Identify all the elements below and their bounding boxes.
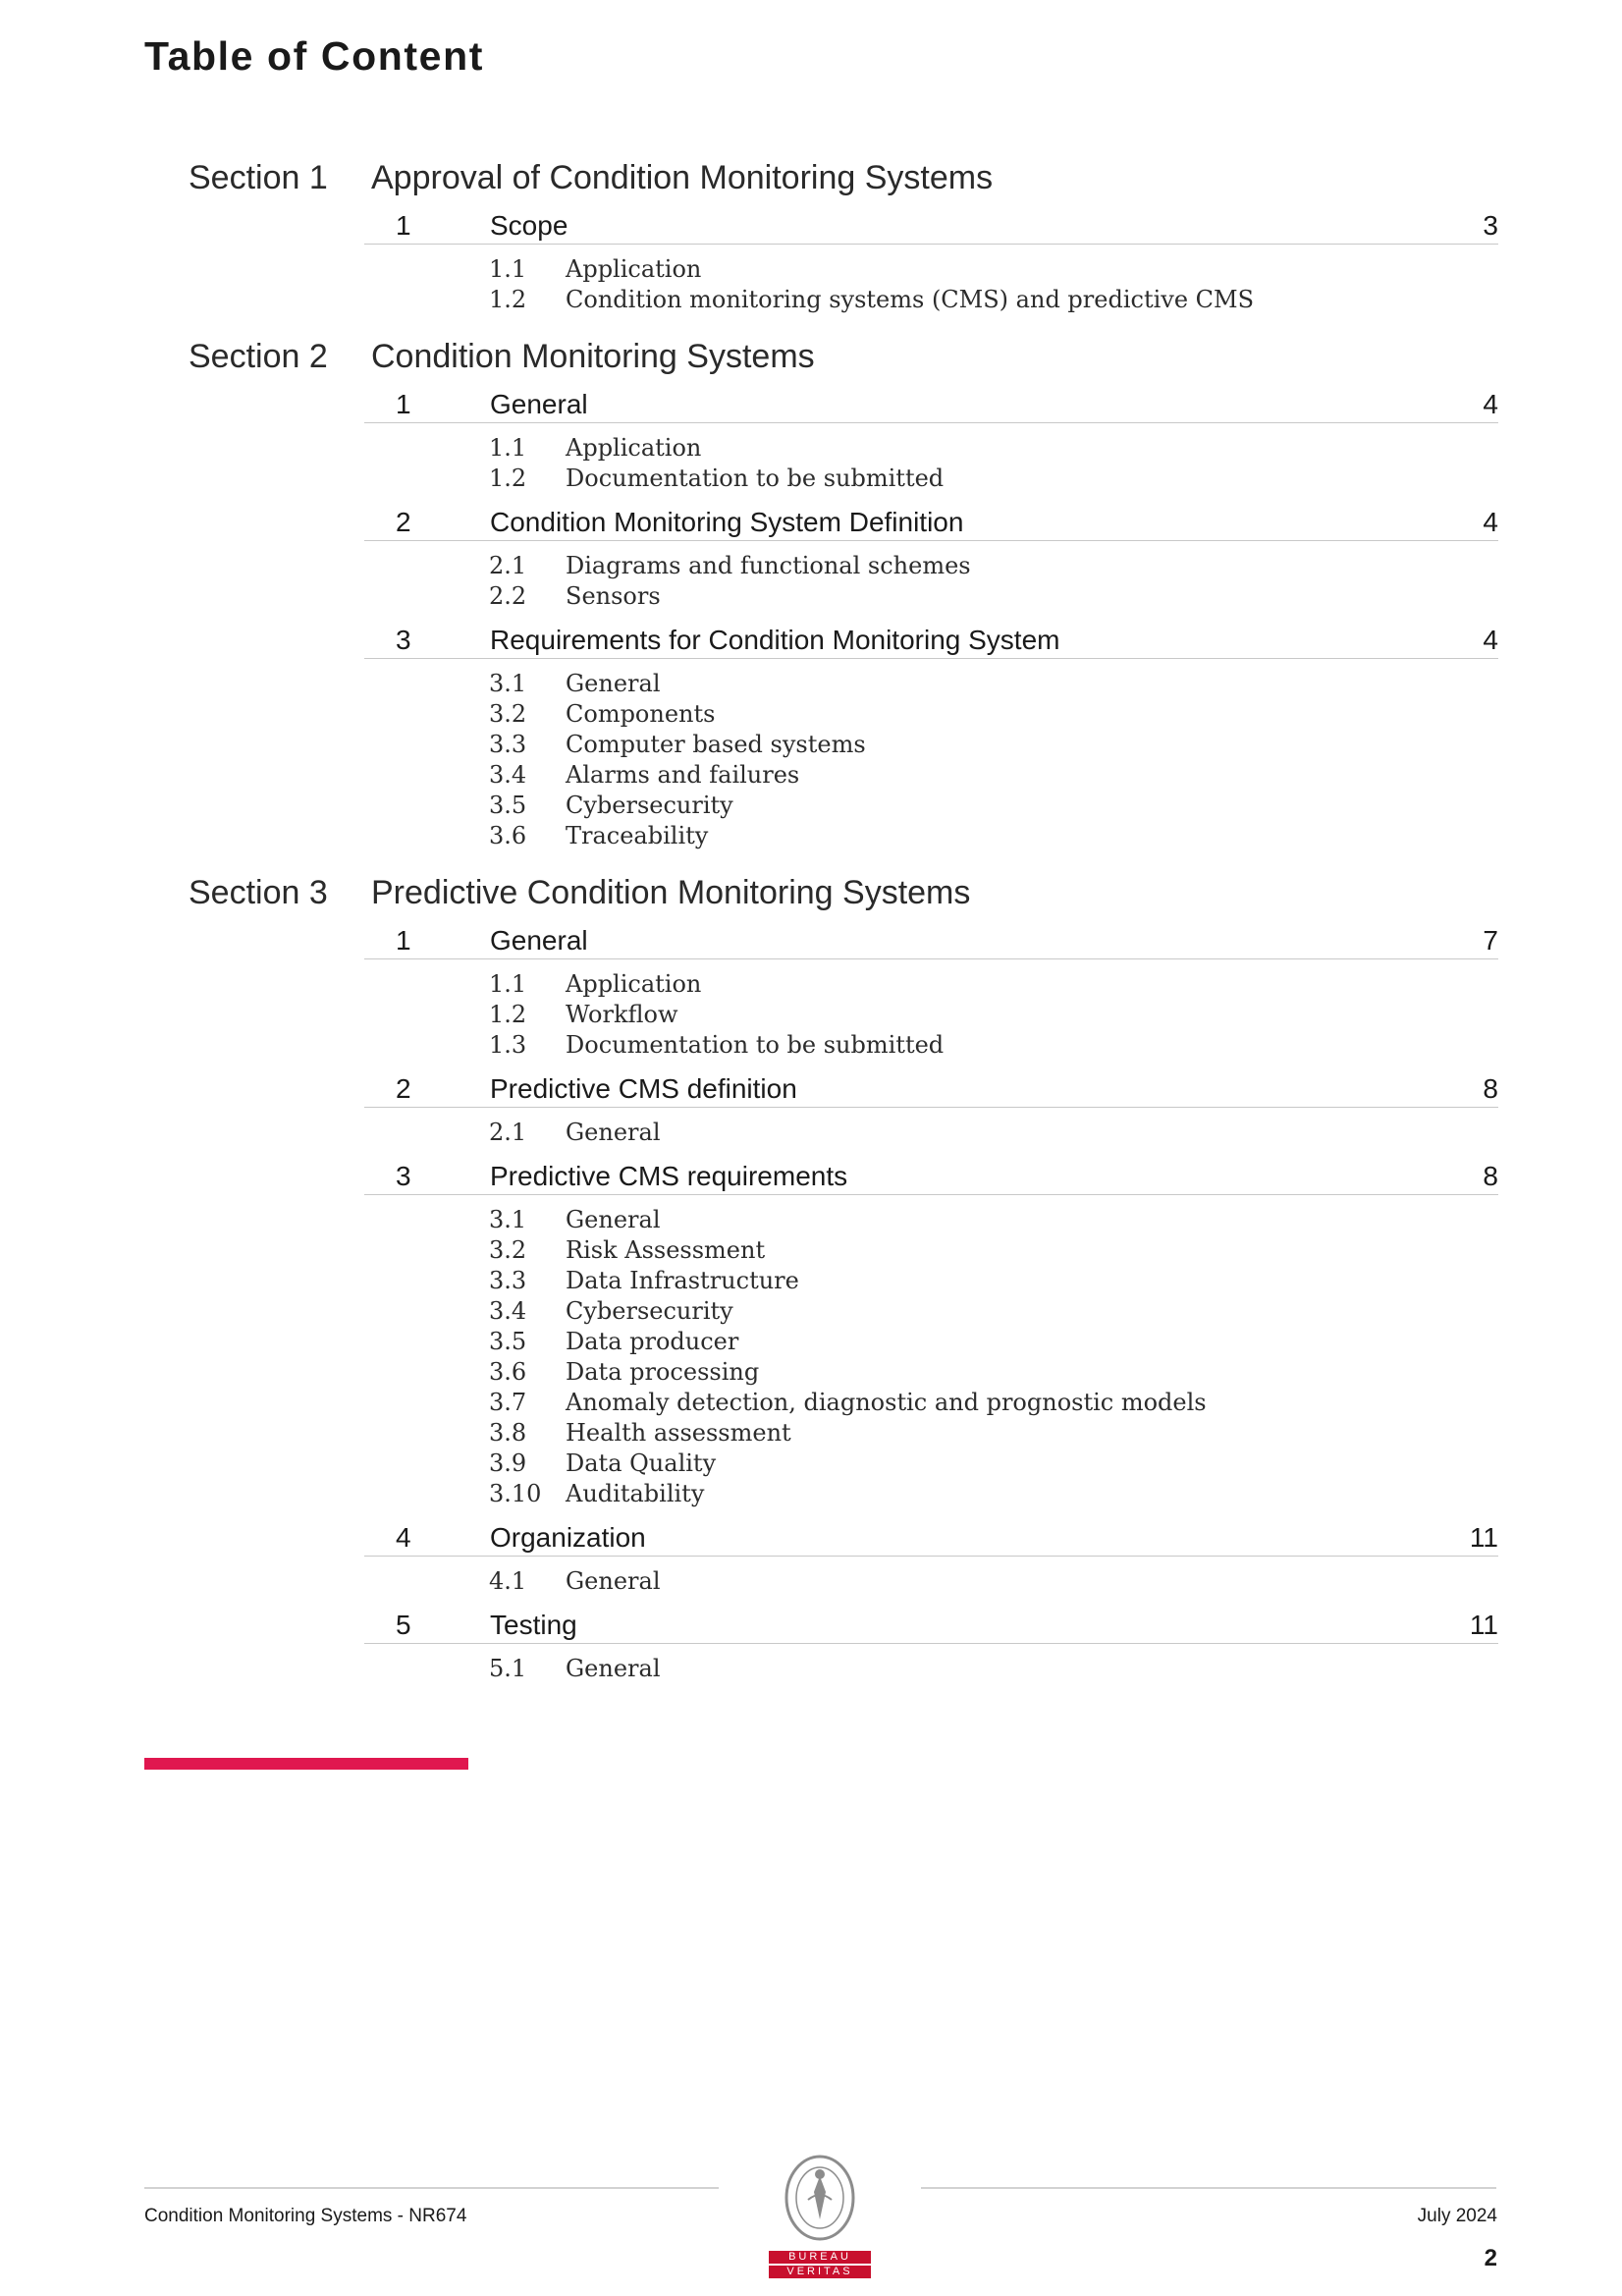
subsection-title: Data Infrastructure [566, 1267, 799, 1294]
chapter-title: Testing [490, 1610, 577, 1640]
subsection-number: 5.1 [489, 1655, 527, 1682]
chapter-row [364, 1161, 1498, 1195]
chapter-page-number: 11 [1469, 1610, 1498, 1640]
subsection-number: 1.2 [489, 286, 527, 313]
chapter-number: 5 [396, 1610, 411, 1640]
subsection-number: 1.2 [489, 1001, 527, 1028]
chapter-row [364, 1522, 1498, 1557]
section-title: Approval of Condition Monitoring Systems [371, 159, 994, 196]
subsection-number: 3.5 [489, 1328, 527, 1355]
subsection-title: Application [566, 970, 702, 998]
chapter-row [364, 625, 1498, 659]
footer-page-number: 2 [1484, 2245, 1497, 2271]
section-label: Section 1 [189, 159, 328, 196]
subsection-number: 3.5 [489, 792, 527, 819]
chapter-page-number: 8 [1483, 1073, 1498, 1104]
chapter-page-number: 11 [1469, 1522, 1498, 1553]
subsection-title: Documentation to be submitted [566, 465, 945, 492]
chapter-row [364, 925, 1498, 959]
subsection-number: 2.1 [489, 1119, 527, 1146]
subsection-number: 3.1 [489, 670, 527, 697]
subsection-number: 3.4 [489, 761, 527, 789]
subsection-number: 3.8 [489, 1419, 527, 1447]
chapter-row [364, 1073, 1498, 1108]
chapter-row [364, 389, 1498, 423]
footer-divider-left [144, 2187, 719, 2189]
chapter-number: 3 [396, 1161, 411, 1191]
subsection-number: 3.9 [489, 1449, 527, 1477]
subsection-title: Data producer [566, 1328, 739, 1355]
section-title: Predictive Condition Monitoring Systems [371, 874, 971, 911]
subsection-title: Components [566, 700, 716, 728]
logo-emblem-icon [769, 2155, 871, 2247]
subsection-number: 3.4 [489, 1297, 527, 1325]
subsection-title: General [566, 1567, 661, 1595]
subsection-number: 3.2 [489, 700, 527, 728]
subsection-number: 3.6 [489, 1358, 527, 1386]
subsection-title: General [566, 1206, 661, 1233]
subsection-number: 3.1 [489, 1206, 527, 1233]
subsection-number: 2.2 [489, 582, 527, 610]
subsection-title: Alarms and failures [566, 761, 800, 789]
subsection-title: Risk Assessment [566, 1236, 766, 1264]
chapter-number: 1 [396, 925, 411, 956]
chapter-page-number: 7 [1483, 925, 1498, 956]
subsection-title: Workflow [566, 1001, 678, 1028]
section-heading [0, 159, 1622, 198]
chapter-row [364, 1610, 1498, 1644]
chapter-title: General [490, 389, 588, 419]
chapter-title: Predictive CMS requirements [490, 1161, 848, 1191]
chapter-title: Scope [490, 210, 568, 241]
subsection-title: Computer based systems [566, 731, 866, 758]
subsection-title: Application [566, 255, 702, 283]
logo-text-top: BUREAU [769, 2251, 871, 2264]
bureau-veritas-logo [769, 2155, 871, 2280]
section-heading [0, 338, 1622, 377]
subsection-title: Documentation to be submitted [566, 1031, 945, 1059]
subsection-title: Sensors [566, 582, 661, 610]
subsection-number: 4.1 [489, 1567, 527, 1595]
page-title: Table of Content [144, 33, 484, 79]
subsection-number: 3.10 [489, 1480, 542, 1507]
subsection-number: 2.1 [489, 552, 527, 579]
subsection-number: 1.3 [489, 1031, 527, 1059]
chapter-number: 1 [396, 389, 411, 419]
subsection-number: 3.3 [489, 731, 527, 758]
subsection-title: General [566, 670, 661, 697]
subsection-title: Traceability [566, 822, 709, 849]
subsection-number: 3.2 [489, 1236, 527, 1264]
subsection-number: 3.7 [489, 1389, 527, 1416]
section-label: Section 2 [189, 338, 328, 375]
subsection-title: Application [566, 434, 702, 462]
section-label: Section 3 [189, 874, 328, 911]
logo-text-bottom: VERITAS [769, 2266, 871, 2278]
subsection-number: 1.2 [489, 465, 527, 492]
subsection-number: 3.6 [489, 822, 527, 849]
chapter-row [364, 507, 1498, 541]
subsection-title: General [566, 1655, 661, 1682]
subsection-title: Condition monitoring systems (CMS) and predictive CMS [566, 286, 1255, 313]
chapter-number: 3 [396, 625, 411, 655]
chapter-number: 4 [396, 1522, 411, 1553]
section-heading [0, 874, 1622, 913]
subsection-title: Anomaly detection, diagnostic and prognostic models [566, 1389, 1207, 1416]
chapter-page-number: 3 [1483, 210, 1498, 241]
chapter-page-number: 8 [1483, 1161, 1498, 1191]
accent-bar [144, 1758, 468, 1770]
chapter-title: Predictive CMS definition [490, 1073, 797, 1104]
footer-divider-right [921, 2187, 1496, 2189]
section-title: Condition Monitoring Systems [371, 338, 815, 375]
subsection-number: 3.3 [489, 1267, 527, 1294]
subsection-title: Cybersecurity [566, 1297, 733, 1325]
chapter-title: General [490, 925, 588, 956]
footer-date: July 2024 [1417, 2206, 1497, 2226]
chapter-number: 2 [396, 507, 411, 537]
chapter-number: 2 [396, 1073, 411, 1104]
subsection-number: 1.1 [489, 255, 527, 283]
subsection-title: Auditability [566, 1480, 705, 1507]
chapter-page-number: 4 [1483, 625, 1498, 655]
subsection-title: Data processing [566, 1358, 760, 1386]
footer-document-title: Condition Monitoring Systems - NR674 [144, 2206, 467, 2226]
chapter-row [364, 210, 1498, 245]
chapter-page-number: 4 [1483, 507, 1498, 537]
subsection-title: General [566, 1119, 661, 1146]
subsection-title: Health assessment [566, 1419, 791, 1447]
subsection-title: Data Quality [566, 1449, 717, 1477]
subsection-number: 1.1 [489, 970, 527, 998]
chapter-title: Condition Monitoring System Definition [490, 507, 964, 537]
chapter-title: Requirements for Condition Monitoring System [490, 625, 1060, 655]
subsection-title: Cybersecurity [566, 792, 733, 819]
chapter-number: 1 [396, 210, 411, 241]
chapter-title: Organization [490, 1522, 646, 1553]
subsection-title: Diagrams and functional schemes [566, 552, 971, 579]
chapter-page-number: 4 [1483, 389, 1498, 419]
subsection-number: 1.1 [489, 434, 527, 462]
